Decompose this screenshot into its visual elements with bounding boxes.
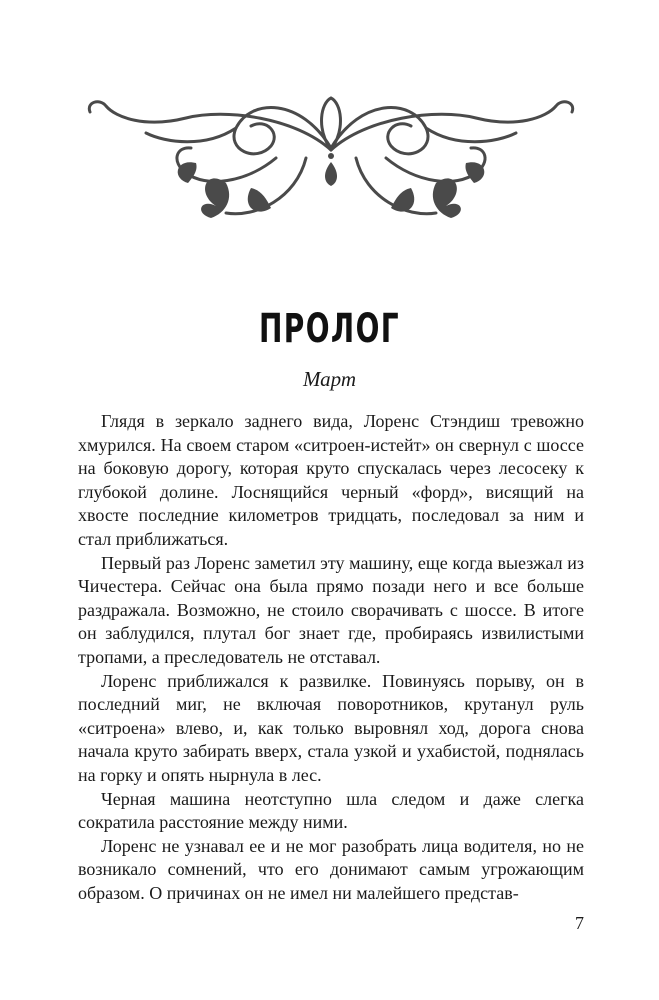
- paragraph: Первый раз Лоренс заметил эту машину, еще когда выезжал из Чичестера. Сейчас она была прямо позади него и все больше раздражала. Возможно, не стоило сворачивать с шоссе. В итоге он заблудился, плутал бог знает где, пробираясь извилистыми тропами, а преследователь не отставал.: [78, 552, 584, 667]
- page-number: 7: [575, 913, 584, 933]
- chapter-title: ПРОЛОГ: [258, 306, 401, 352]
- ornamental-flourish-icon: [76, 88, 586, 228]
- paragraph: Лоренс не узнавал ее и не мог разобрать лица водителя, но не возникало сомнений, что его донимают самым угрожающим образом. О причинах он не имел ни малейшего представ-: [78, 835, 584, 903]
- body-text: [78, 410, 584, 905]
- paragraph: Черная машина неотступно шла следом и даже слегка сократила расстояние между ними.: [78, 788, 584, 833]
- chapter-subtitle: Март: [302, 367, 357, 391]
- paragraph: Лоренс приближался к развилке. Повинуясь порыву, он в последний миг, не включая поворотников, крутанул руль «ситроена» влево, и, как только выровнял ход, дорога снова начала круто забирать вверх, стала узкой и ухабистой, поднялась на горку и опять нырнула в лес.: [78, 670, 584, 785]
- paragraph: Глядя в зеркало заднего вида, Лоренс Стэндиш тревожно хмурился. На своем старом «ситроен-истейт» он свернул с шоссе на боковую дорогу, которая круто спускалась через лесосеку к глубокой долине. Лоснящийся черный «форд», висящий на хвосте последние километров тридцать, последовал за ним и стал приближаться.: [78, 411, 584, 549]
